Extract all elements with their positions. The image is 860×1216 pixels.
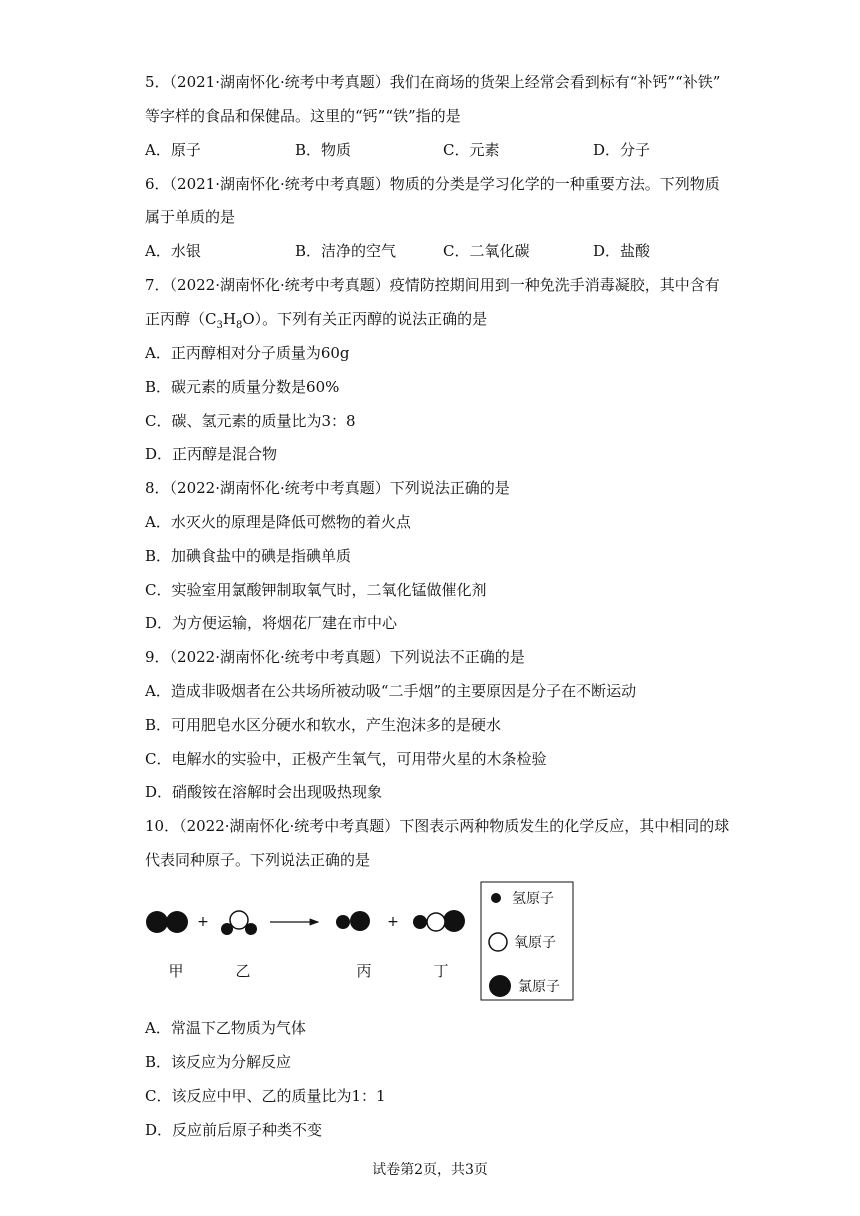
legend-hydrogen-label: 氢原子: [512, 891, 554, 907]
q7-option-a: A．正丙醇相对分子质量为60g: [145, 344, 350, 362]
molecule-jia: [146, 911, 188, 933]
q7-option-c: C．碳、氢元素的质量比为3：8: [145, 412, 356, 430]
plus-sign-2: +: [387, 914, 399, 930]
q9-option-b: B．可用肥皂水区分硬水和软水，产生泡沫多的是硬水: [145, 716, 502, 734]
q9-stem-line1: 9．（2022·湖南怀化·统考中考真题）下列说法不正确的是: [145, 648, 525, 666]
q5-stem-line1: 5．（2021·湖南怀化·统考中考真题）我们在商场的货架上经常会看到标有“补钙”“补铁”: [145, 73, 721, 91]
q10-option-b: B．该反应为分解反应: [145, 1053, 292, 1071]
q5-option-d: D．分子: [593, 141, 651, 159]
q5-option-c: C．元素: [443, 141, 500, 159]
q5-option-a: A．原子: [145, 141, 201, 159]
label-bing: 丙: [356, 962, 372, 980]
q10-option-a: A．常温下乙物质为气体: [145, 1019, 306, 1037]
legend-chlorine-label: 氯原子: [518, 979, 560, 995]
chlorine-atom: [350, 911, 370, 931]
label-yi: 乙: [235, 962, 251, 980]
q7-option-b: B．碳元素的质量分数是60%: [145, 378, 340, 396]
legend-oxygen-icon: [489, 933, 507, 951]
q10-option-d: D．反应前后原子种类不变: [145, 1121, 323, 1139]
label-jia: 甲: [168, 962, 184, 980]
page-footer: 试卷第2页，共3页: [372, 1162, 488, 1178]
q6-stem-line2: 属于单质的是: [145, 208, 236, 226]
q7-sub-c: 3: [216, 320, 223, 331]
q8-stem-line1: 8．（2022·湖南怀化·统考中考真题）下列说法正确的是: [145, 479, 510, 497]
molecule-yi: [221, 911, 257, 935]
q6-stem-line1: 6．（2021·湖南怀化·统考中考真题）物质的分类是学习化学的一种重要方法。下列物质: [145, 175, 720, 193]
legend-hydrogen-icon: [491, 893, 501, 903]
q5-stem-line2: 等字样的食品和保健品。这里的“钙”“铁”指的是: [145, 107, 461, 125]
chlorine-atom: [443, 910, 465, 932]
legend-chlorine-icon: [489, 975, 511, 997]
legend-oxygen-label: 氧原子: [514, 935, 556, 951]
q7-option-d: D．正丙醇是混合物: [145, 445, 278, 463]
hydrogen-atom: [413, 915, 427, 929]
q7-stem-line1: 7．（2022·湖南怀化·统考中考真题）疫情防控期间用到一种免洗手消毒凝胶，其中含有: [145, 276, 720, 294]
chlorine-atom: [146, 911, 168, 933]
q5-option-b: B．物质: [295, 141, 352, 159]
q9-option-c: C．电解水的实验中，正极产生氧气，可用带火星的木条检验: [145, 750, 547, 768]
legend-box: [481, 882, 573, 1000]
q7-sub-h: 8: [235, 320, 243, 331]
q10-stem-line2: 代表同种原子。下列说法正确的是: [145, 851, 371, 869]
q7-stem-line2: [145, 309, 487, 336]
q10-stem-line1: 10．（2022·湖南怀化·统考中考真题）下图表示两种物质发生的化学反应，其中相同的球: [145, 817, 730, 835]
q8-option-c: C．实验室用氯酸钾制取氧气时，二氧化锰做催化剂: [145, 581, 487, 599]
q7-stem-post: O）。下列有关正丙醇的说法正确的是: [242, 310, 488, 328]
q8-option-b: B．加碘食盐中的碘是指碘单质: [145, 547, 352, 565]
oxygen-atom: [427, 913, 445, 931]
label-ding: 丁: [433, 962, 449, 980]
q8-option-d: D．为方便运输，将烟花厂建在市中心: [145, 614, 398, 632]
q6-option-b: B．洁净的空气: [295, 242, 397, 260]
hydrogen-atom: [336, 915, 350, 929]
q9-option-d: D．硝酸铵在溶解时会出现吸热现象: [145, 783, 383, 801]
plus-sign-1: +: [197, 914, 209, 930]
q9-option-a: A．造成非吸烟者在公共场所被动吸“二手烟”的主要原因是分子在不断运动: [145, 682, 637, 700]
q7-stem-h: H: [222, 310, 236, 328]
chlorine-atom: [166, 911, 188, 933]
q8-option-a: A．水灭火的原理是降低可燃物的着火点: [145, 513, 411, 531]
q6-option-c: C．二氧化碳: [443, 242, 530, 260]
molecule-ding: [413, 910, 465, 932]
q6-option-d: D．盐酸: [593, 242, 651, 260]
oxygen-atom: [230, 911, 248, 929]
reaction-diagram: [0, 870, 860, 1010]
q6-option-a: A．水银: [145, 242, 201, 260]
molecule-bing: [336, 911, 370, 931]
q10-option-c: C．该反应中甲、乙的质量比为1：1: [145, 1087, 386, 1105]
q7-stem-pre: 正丙醇（C: [145, 310, 217, 328]
